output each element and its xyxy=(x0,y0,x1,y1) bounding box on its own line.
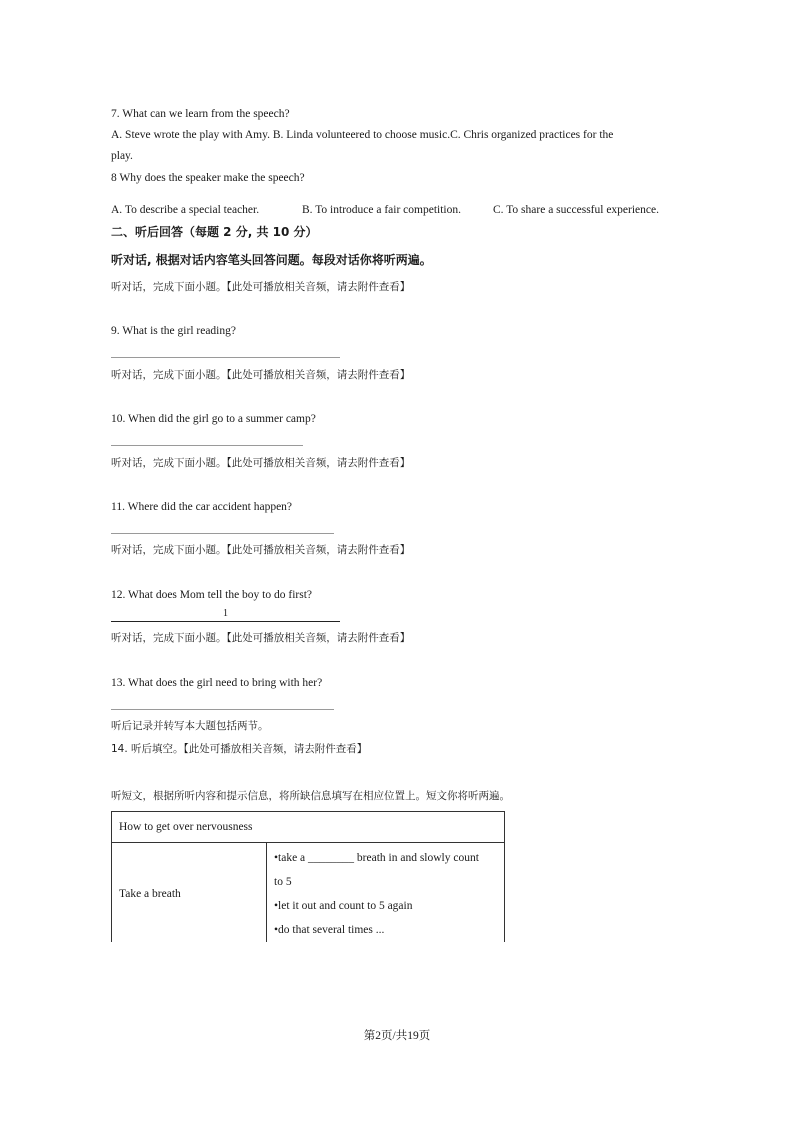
q7-options-wrap: play. xyxy=(111,150,133,162)
q7-options: A. Steve wrote the play with Amy. B. Linda volunteered to choose music.C. Chris organized practices for the xyxy=(111,129,614,141)
q12-line-mark: 1 xyxy=(223,608,228,619)
q9-question: 9. What is the girl reading? xyxy=(111,325,236,337)
table-notes-cell xyxy=(267,843,505,946)
q12-answer-line xyxy=(111,621,340,622)
table-bullet-1-wrap: to 5 xyxy=(274,876,292,888)
q10-answer-line xyxy=(111,445,303,446)
audio-note: 听对话，完成下面小题。【此处可播放相关音频，请去附件查看】 xyxy=(111,281,411,293)
table-page-break xyxy=(110,942,508,948)
q13-question: 13. What does the girl need to bring with her? xyxy=(111,677,323,689)
q8-question: 8 Why does the speaker make the speech? xyxy=(111,172,305,184)
q13-answer-line xyxy=(111,709,334,710)
q12-question: 12. What does Mom tell the boy to do first? xyxy=(111,589,313,601)
audio-note: 听对话，完成下面小题。【此处可播放相关音频，请去附件查看】 xyxy=(111,632,411,644)
section2-heading: 二、听后回答（每题 2 分, 共 10 分） xyxy=(111,225,318,239)
audio-note: 听对话，完成下面小题。【此处可播放相关音频，请去附件查看】 xyxy=(111,457,411,469)
table-row-label: Take a breath xyxy=(112,843,267,946)
q14-title: 14. 听后填空。【此处可播放相关音频，请去附件查看】 xyxy=(111,743,368,755)
audio-note: 听对话，完成下面小题。【此处可播放相关音频，请去附件查看】 xyxy=(111,369,411,381)
section2-instruction: 听对话, 根据对话内容笔头回答问题。每段对话你将听两遍。 xyxy=(111,253,432,267)
section-note: 听后记录并转写本大题包括两节。 xyxy=(111,720,269,732)
q10-question: 10. When did the girl go to a summer camp? xyxy=(111,413,316,425)
notes-table xyxy=(111,811,505,946)
table-bullet-2: •let it out and count to 5 again xyxy=(274,900,413,912)
q11-question: 11. Where did the car accident happen? xyxy=(111,501,293,513)
q14-instruction: 听短文，根据所听内容和提示信息，将所缺信息填写在相应位置上。短文你将听两遍。 xyxy=(111,790,510,802)
audio-note: 听对话，完成下面小题。【此处可播放相关音频，请去附件查看】 xyxy=(111,544,411,556)
table-title: How to get over nervousness xyxy=(112,812,505,843)
q11-answer-line xyxy=(111,533,334,534)
table-bullet-1: •take a ________ breath in and slowly count xyxy=(274,852,479,864)
q7-question: 7. What can we learn from the speech? xyxy=(111,108,290,120)
q8-option-c: C. To share a successful experience. xyxy=(493,204,659,216)
q8-option-b: B. To introduce a fair competition. xyxy=(302,204,461,216)
page-footer: 第2页/共19页 xyxy=(363,1030,431,1042)
q9-answer-line xyxy=(111,357,340,358)
q8-option-a: A. To describe a special teacher. xyxy=(111,204,260,216)
table-bullet-3: •do that several times ... xyxy=(274,924,385,936)
